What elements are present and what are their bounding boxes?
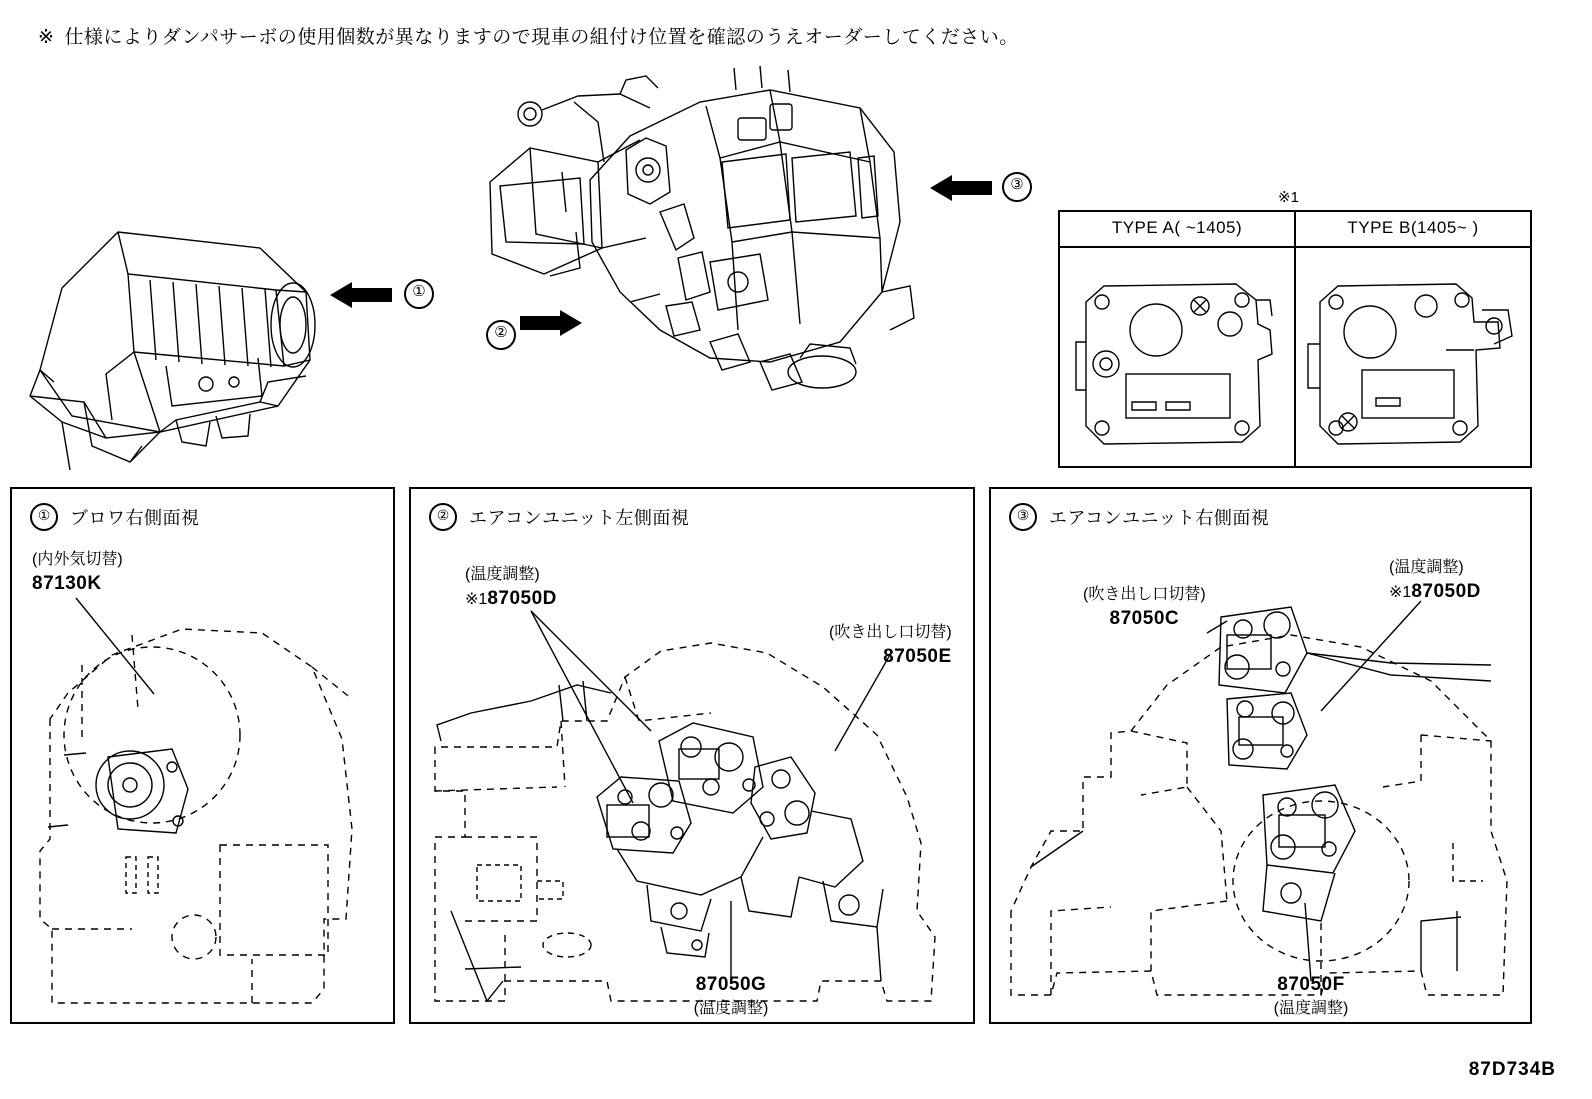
note-mark: ※ — [38, 27, 55, 48]
callout-marker-2: ② — [486, 320, 516, 350]
panel2-title: エアコンユニット左側面視 — [469, 508, 690, 528]
panel-ac-unit-right-side — [989, 487, 1532, 1024]
type-a-cell — [1060, 248, 1296, 468]
top-note — [38, 22, 1019, 49]
panel3-title: エアコンユニット右側面視 — [1049, 508, 1270, 528]
panel-blower-right-side — [10, 487, 395, 1024]
arrow-to-ac-right-icon — [930, 175, 992, 201]
panel2-header — [429, 503, 689, 531]
drawing-code: 87D734B — [1468, 1059, 1556, 1080]
label-87050F-desc: (温度調整) — [1273, 999, 1349, 1017]
panel3-header — [1009, 503, 1269, 531]
type-table-header — [1060, 212, 1530, 248]
label-87050C-code: 87050C — [1109, 607, 1180, 629]
label-87050G-code: 87050G — [695, 974, 767, 995]
label-87050D-right-code: 87050D — [1411, 580, 1481, 602]
type-b-cell — [1296, 248, 1530, 468]
panel1-number: ① — [30, 503, 58, 531]
label-87050E-desc: (吹き出し口切替) — [829, 624, 952, 641]
arrow-to-ac-left-icon — [520, 310, 582, 336]
label-87130K-code: 87130K — [32, 572, 102, 594]
label-87050F-code: 87050F — [1277, 974, 1345, 995]
ac-unit-assembly-illustration — [470, 62, 970, 412]
label-87050D-left-code: 87050D — [487, 587, 557, 609]
panel1-header — [30, 503, 200, 531]
panel2-number: ② — [429, 503, 457, 531]
label-87130K-desc: (内外気切替) — [32, 551, 123, 568]
label-87050D-left-desc: (温度調整) — [465, 566, 540, 583]
panel-ac-unit-left-side — [409, 487, 975, 1024]
blower-assembly-illustration — [10, 170, 350, 470]
type-a-header: TYPE A( ~1405) — [1060, 212, 1296, 246]
type-b-header: TYPE B(1405~ ) — [1347, 218, 1479, 237]
label-87050D-left-prefix: ※1 — [465, 590, 488, 608]
callout-marker-3: ③ — [1002, 172, 1032, 202]
panel3-number: ③ — [1009, 503, 1037, 531]
label-87050D-right-prefix: ※1 — [1389, 583, 1412, 601]
type-table-star-label: ※1 — [1278, 189, 1299, 206]
type-table-body — [1060, 248, 1530, 468]
note-text: 仕様によりダンパサーボの使用個数が異なりますので現車の組付け位置を確認のうえオーダーしてください。 — [64, 27, 1019, 48]
label-87050E-code: 87050E — [883, 645, 952, 667]
callout-marker-1: ① — [404, 279, 434, 309]
panel1-title: ブロワ右側面視 — [70, 508, 200, 528]
label-87050C-desc: (吹き出し口切替) — [1083, 586, 1206, 603]
label-87050D-right-desc: (温度調整) — [1389, 559, 1464, 576]
type-table — [1058, 210, 1532, 468]
label-87050G-desc: (温度調整) — [693, 999, 769, 1017]
arrow-to-blower-icon — [330, 282, 392, 308]
